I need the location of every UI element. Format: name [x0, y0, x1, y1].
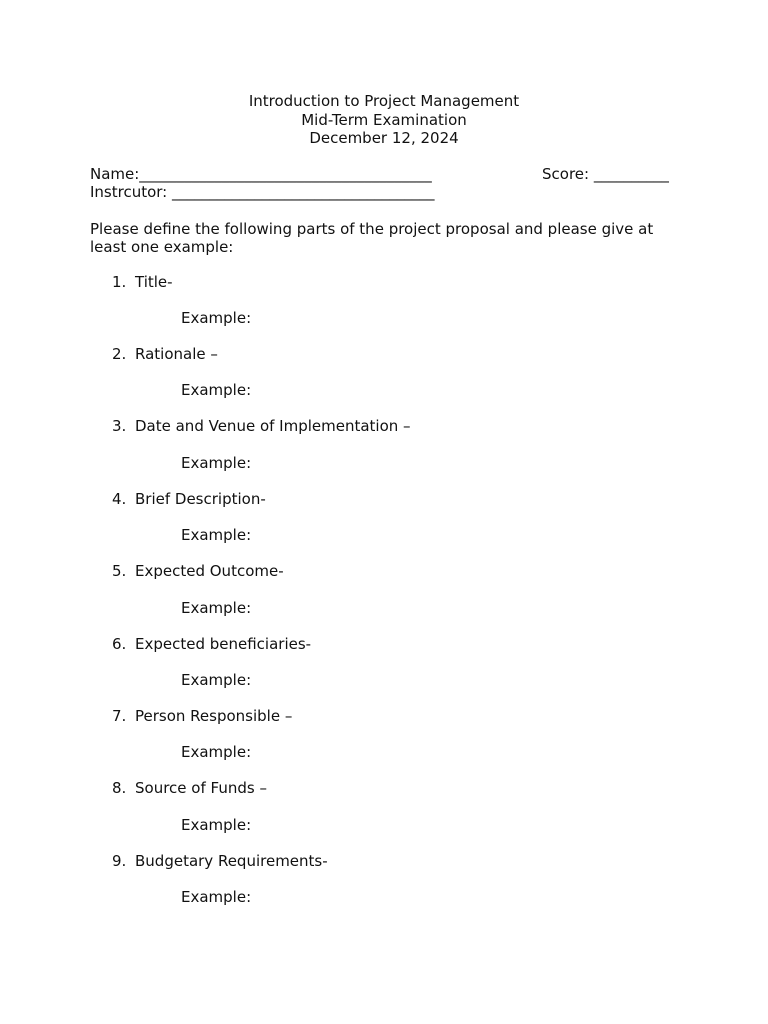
question-label: Source of Funds –: [135, 779, 267, 797]
example-label: Example:: [181, 816, 252, 834]
question-item: [112, 345, 218, 363]
question-number: 9.: [112, 852, 127, 870]
example-label: Example:: [181, 454, 252, 472]
exam-header: [0, 92, 768, 148]
instructor-field: Instrcutor: ___________________________________: [90, 183, 435, 201]
example-label: Example:: [181, 671, 252, 689]
question-item: [112, 562, 284, 580]
question-number: 1.: [112, 273, 127, 291]
question-item: [112, 273, 173, 291]
question-item: [112, 490, 266, 508]
question-number: 6.: [112, 635, 127, 653]
question-item: [112, 417, 411, 435]
example-label: Example:: [181, 309, 252, 327]
course-title: Introduction to Project Management: [248, 92, 520, 110]
question-label: Expected beneficiaries-: [135, 635, 312, 653]
question-label: Person Responsible –: [135, 707, 293, 725]
question-item: [112, 635, 311, 653]
question-label: Rationale –: [135, 345, 218, 363]
question-number: 4.: [112, 490, 127, 508]
question-item: [112, 779, 267, 797]
question-number: 5.: [112, 562, 127, 580]
question-label: Title-: [135, 273, 173, 291]
example-label: Example:: [181, 526, 252, 544]
example-label: Example:: [181, 599, 252, 617]
question-label: Expected Outcome-: [135, 562, 284, 580]
example-label: Example:: [181, 888, 252, 906]
question-item: [112, 707, 292, 725]
exam-title: Mid-Term Examination: [301, 110, 467, 129]
name-field: Name:_______________________________________: [90, 165, 432, 183]
question-label: Brief Description-: [135, 490, 266, 508]
question-number: 3.: [112, 417, 127, 435]
exam-date: December 12, 2024: [309, 129, 459, 147]
question-label: Date and Venue of Implementation –: [135, 417, 411, 435]
score-field: Score: __________: [542, 165, 669, 183]
question-item: [112, 852, 328, 870]
example-label: Example:: [181, 381, 252, 399]
question-number: 2.: [112, 345, 127, 363]
question-label: Budgetary Requirements-: [135, 852, 328, 870]
question-number: 8.: [112, 779, 127, 797]
example-label: Example:: [181, 743, 252, 761]
question-number: 7.: [112, 707, 127, 725]
instructions-text: Please define the following parts of the project proposal and please give at least one example:: [90, 220, 654, 256]
